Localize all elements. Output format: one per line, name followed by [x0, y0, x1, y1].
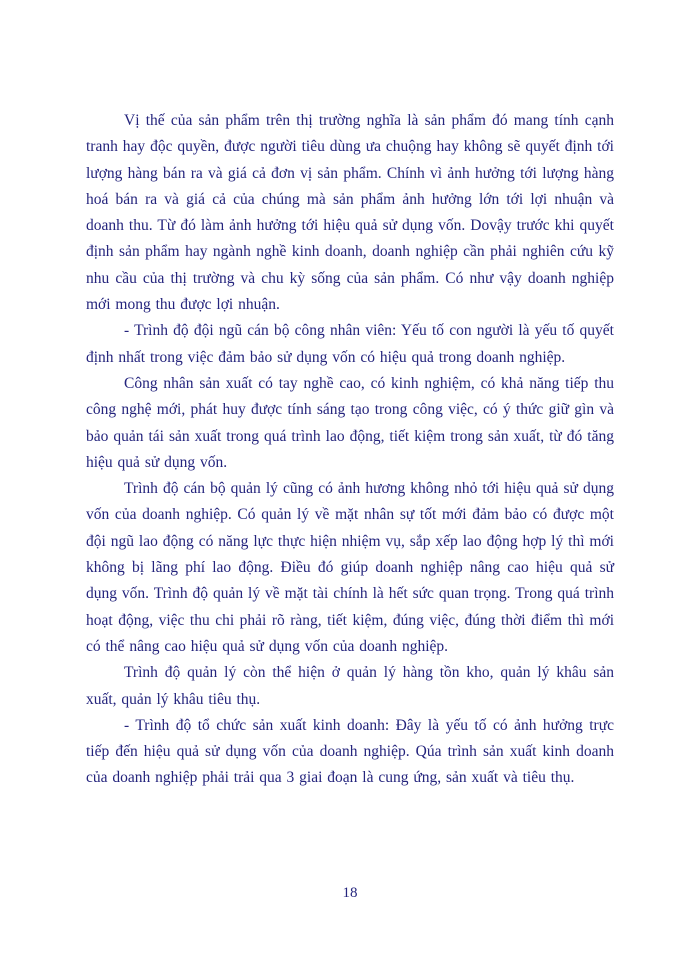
- paragraph: - Trình độ đội ngũ cán bộ công nhân viên: Yếu tố con người là yếu tố quyết định nhất trong việc đảm bảo sử dụng vốn có hiệu quả trong doanh nghiệp.: [86, 322, 614, 366]
- text-block: [86, 108, 614, 792]
- paragraph: - Trình độ tổ chức sản xuất kinh doanh: Đây là yếu tố có ảnh hưởng trực tiếp đến hiệu quả sử dụng vốn của doanh nghiệp. Qúa trình sản xuất kinh doanh của doanh nghiệp phải trải qua 3 giai đoạn là cung ứng, sản xuất và tiêu thụ.: [86, 716, 614, 787]
- paragraph: Trình độ quản lý còn thể hiện ở quản lý hàng tồn kho, quản lý khâu sản xuất, quản lý khâu tiêu thụ.: [86, 664, 614, 708]
- page-number: 18: [342, 885, 358, 901]
- paragraph: Vị thế của sản phẩm trên thị trường nghĩa là sản phẩm đó mang tính cạnh tranh hay độc quyền, được người tiêu dùng ưa chuộng hay không sẽ quyết định tới lượng hàng bán ra và giá cả đơn vị sản phẩm. Chính vì ảnh hưởng tới lượng hàng hoá bán ra và giá cả của chúng mà sản phẩm ảnh hưởng lớn tới lợi nhuận và doanh thu. Từ đó làm ảnh hưởng tới hiệu quả sử dụng vốn. Dovậy trước khi quyết định sản phẩm hay ngành nghề kinh doanh, doanh nghiệp cần phải nghiên cứu kỹ nhu cầu của thị trường và chu kỳ sống của sản phẩm. Có như vậy doanh nghiệp mới mong thu được lợi nhuận.: [86, 112, 614, 314]
- paragraph: Trình độ cán bộ quản lý cũng có ảnh hương không nhỏ tới hiệu quả sử dụng vốn của doanh nghiệp. Có quản lý về mặt nhân sự tốt mới đảm bảo có được một đội ngũ lao động có năng lực thực hiện nhiệm vụ, sắp xếp lao động hợp lý thì mới không bị lãng phí lao động. Điều đó giúp doanh nghiệp nâng cao hiệu quả sử dụng vốn. Trình độ quản lý về mặt tài chính là hết sức quan trọng. Trong quá trình hoạt động, việc thu chi phải rõ ràng, tiết kiệm, đúng việc, đúng thời điểm thì mới có thể nâng cao hiệu quả sử dụng vốn của doanh nghiệp.: [86, 480, 614, 655]
- paragraph: Công nhân sản xuất có tay nghề cao, có kinh nghiệm, có khả năng tiếp thu công nghệ mới, phát huy được tính sáng tạo trong công việc, có ý thức giữ gìn và bảo quản tái sản xuất trong quá trình lao động, tiết kiệm trong sản xuất, từ đó tăng hiệu quả sử dụng vốn.: [86, 374, 614, 471]
